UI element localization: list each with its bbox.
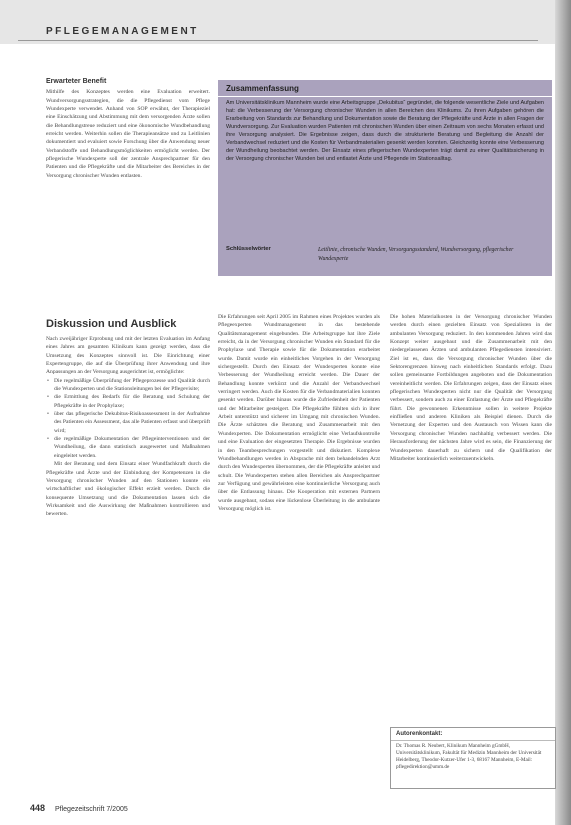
discussion-column-2 [218,313,380,513]
discussion-title: Diskussion und Ausblick [46,318,177,330]
discussion-outro: Mit der Beratung und dem Einsatz einer Wundfachkraft durch die Pflegekräfte und Ärzte und der Einbindung der Kompetenzen in die Versorgung chronischer Wunden auf den Stationen konnte ein wirtschaftlicher und ökologischer Effekt erzielt werden. Durch die konsequente Umsetzung und die Dokumentation lassen sich die Wirksamkeit und die Auswirkung der Maßnahmen kontrollieren und bewerten. [46,461,210,518]
summary-box [218,80,552,276]
discussion-column-3 [390,313,552,463]
benefit-text: Mithilfe des Konzeptes werden eine Evaluation erweitert. Wundversorgungsstrategien, die die Pflegedienst vom Pflege Wundexperte verwendet. Anhand von SOP erwähnt, der Therapieziel eine Einschätzung und Abstimmung mit dem versorgenden Ärzte sollen die Behandlungstreue reduziert und eine ökonomische Wundbehandlung erreicht werden. Weiterhin sollen die Therapieansätze und zu Leitlinien dokumentiert und evaluiert sowie Forschung über die Anwendung neuer Verbandstoffe und Behandlungsmöglichkeiten ermöglicht werden. Der pflegerische Wundexperte soll der zentrale Ansprechpartner für den Patienten und die Pflegekräfte und die Mitarbeiter des Bereiches in der Versorgung chronischer Wunden entlasten. [46,89,210,179]
header-bar [0,0,571,44]
keywords-text: Leitlinie, chronische Wunden, Versorgungsstandard, Wundversorgung, pflegerischer Wundexperte [318,247,514,262]
list-item: • die Ermittlung des Bedarfs für die Beratung und Schulung der Pflegekräfte in der Prophylaxe; [46,393,210,410]
discussion-col2-text: Die Erfahrungen seit April 2005 im Rahmen eines Projektes wurden als Pflegeexperten Wundmanagement in das bestehende Qualitätsmanagement eingebunden. Die Arbeitsgruppe hat ihre Ziele erreicht, da in der Versorgung chronischer Wunden ein Standard für die Prophylaxe und Therapie sowie für die Dokumentation erarbeitet wurde. Damit wurde ein einheitliches Vorgehen in der Versorgung sichergestellt. Durch den Einsatz der Wundexperten konnte eine Verbesserung der Wundheilung erreicht werden. Die Dauer der Behandlung konnte verkürzt und die Anzahl der Verbandwechsel verringert werden. Auch die Kosten für die Verbandmaterialien konnten gesenkt werden. Darüber hinaus wurde die Zufriedenheit der Patienten und der Mitarbeiter gesteigert. Die Pflegekräfte fühlten sich in ihrer Arbeit unterstützt und sicherer im Umgang mit chronischen Wunden. Die Ärzte schätzten die Beratung und Zusammenarbeit mit den Wundexperten. Die Dokumentation ermöglicht eine Verlaufskontrolle und eine Evaluation der eingesetzten Therapie. Die Ergebnisse wurden in den Teambesprechungen vorgestellt und diskutiert. Komplexe Wundbehandlungen werden in Absprache mit dem behandelnden Arzt durch den Wundexperten übernommen, der die Pflegekräfte anleitet und schult. Die Wundexperten stehen allen Bereichen als Ansprechpartner zur Verfügung und gewährleisten eine kontinuierliche Versorgung auch über die Entlassung hinaus. Die Kooperation mit externen Partnern wurde ausgebaut, sodass eine lückenlose Überleitung in die ambulante Versorgung möglich ist. [218,314,380,512]
author-contact-text: Dr. Thomas R. Neubert, Klinikum Mannheim gGmbH, Universitätsklinikum, Fakultät für Medizin Mannheim der Universität Heidelberg, Theodor-Kutzer-Ufer 1-3, 68167 Mannheim, E-Mail: pflegedirektion@umm.de [396,743,542,770]
page-number: 448 [30,803,46,813]
author-contact-box [390,727,556,789]
discussion-bullet-list [46,377,210,460]
header-rule [18,40,538,41]
journal-name: Pflegezeitschrift 7/2005 [54,806,128,813]
author-contact-rule [391,740,555,741]
keywords-label: Schlüsselwörter [226,246,271,252]
list-item: • die regelmäßige Dokumentation der Pflegeinterventionen und der Wundheilung, die dann statistisch ausgewertet und Maßnahmen eingeleitet werden. [46,435,210,460]
benefit-heading: Erwarteter Benefit [46,78,107,85]
discussion-column-1 [46,335,210,519]
summary-rule [218,96,552,97]
benefit-section [46,78,210,180]
summary-text: Am Universitätsklinikum Mannheim wurde eine Arbeitsgruppe „Dekubitus“ gegründet, die folgende wesentliche Ziele und Aufgaben hat: die Verbesserung der Versorgung chronischer Wunden in allen Bereichen des Klinikums. Zu ihren Aufgaben gehören die Erarbeitung von Standards zur Behandlung und Dokumentation sowie die Beratung der Pflegekräfte und Ärzte in allen Fragen der Wundversorgung. Zur Evaluation wurden Patienten mit chronischen Wunden über einen Zeitraum von sechs Monaten erfasst und ihre Versorgung analysiert. Die Ergebnisse zeigen, dass durch die strukturierte Beratung und Begleitung die Anzahl der Verbandwechsel reduziert und die Kosten für Verbandmaterialien gesenkt werden konnten. Gleichzeitig konnte eine Verbesserung der Wundheilung beobachtet werden. Der Einsatz eines pflegerischen Wundexperten trägt damit zu einer Qualitätssicherung in der Versorgung chronischer Wunden bei und entlastet Ärzte und Pflegende im Stationsalltag. [226,100,544,163]
list-item: • Die regelmäßige Überprüfung der Pflegeprozesse und Qualität durch die Wundexperten und die Stationsleitungen bei der Pflegevisite; [46,377,210,394]
page-edge-shadow [555,0,571,825]
discussion-intro: Nach zweijähriger Erprobung und mit der letzten Evaluation im Anfang eines Jahres am gesamten Klinikum kann gezeigt werden, dass die Umsetzung des Konzeptes sinnvoll ist. Die Einrichtung einer Expertengruppe, die auf die Überprüfung ihrer Anwendung und ihre Anpassungen an der Versorgung ausgerichtet ist, ermöglichte: [46,336,210,376]
page-footer [30,803,128,813]
list-item: • über das pflegerische Dekubitus-Risikoassessment in der Aufnahme des Patienten ein Assessment, das alle Patienten erfasst und überprüft wird; [46,410,210,435]
author-contact-title: Autorenkontakt: [396,731,443,737]
discussion-col3-text: Die hohen Materialkosten in der Versorgung chronischer Wunden werden durch einen gezielten Einsatz von Spezialisten in der ambulanten Versorgung reduziert. In den kommenden Jahren wird das Konzept weiter ausgebaut und die Zusammenarbeit mit den niedergelassenen Ärzten und ambulanten Pflegediensten intensiviert. Ziel ist es, dass die Versorgung chronischer Wunden über die Sektorengrenzen hinweg nach einheitlichen Standards erfolgt. Dazu sollen gemeinsame Fortbildungen angeboten und die Dokumentation vereinheitlicht werden. Die Erfahrungen zeigen, dass der Einsatz eines pflegerischen Wundexperten nicht nur die Qualität der Versorgung verbessert, sondern auch zu einer Entlastung der Ärzte und Pflegekräfte führt. Die gewonnenen Erkenntnisse sollen in weitere Projekte einfließen und anderen Kliniken als Beispiel dienen. Durch die Vernetzung der Experten und den Austausch von Wissen kann die Versorgung chronischer Wunden nachhaltig verbessert werden. Die Herausforderung der nächsten Jahre wird es sein, die Finanzierung der Wundexperten dauerhaft zu sichern und die Qualifikation der Mitarbeiter kontinuierlich weiterzuentwickeln. [390,314,552,462]
summary-title: Zusammenfassung [226,84,299,93]
section-title: PFLEGEMANAGEMENT [46,26,199,37]
